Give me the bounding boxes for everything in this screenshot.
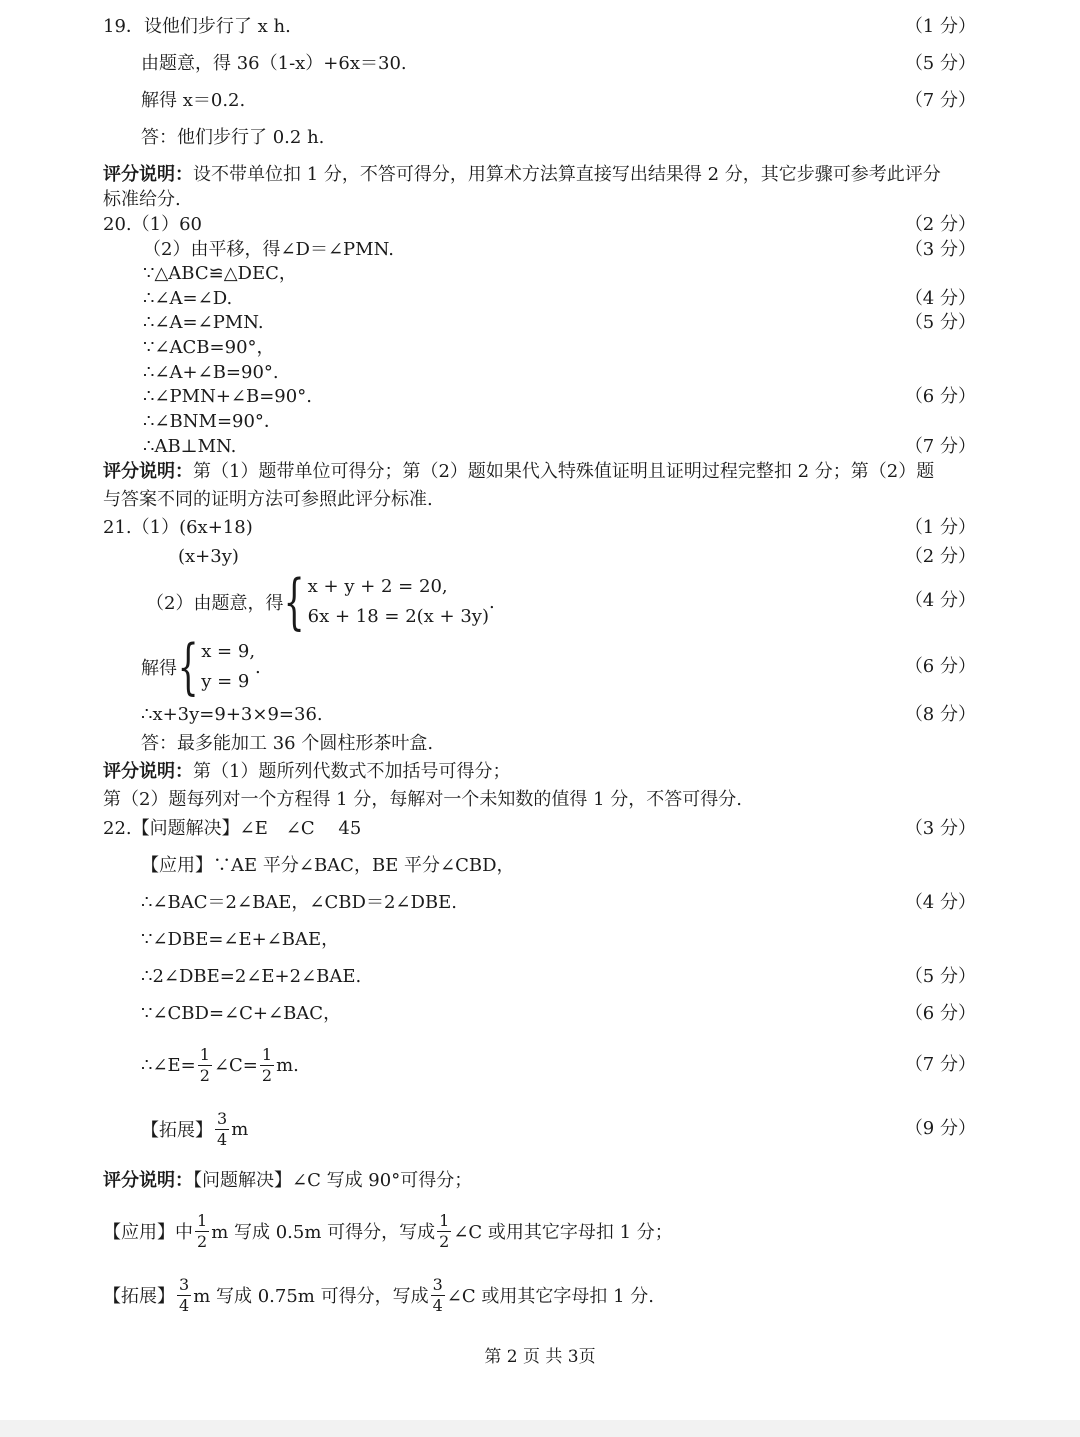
note-text: 【应用】中 (103, 1222, 193, 1243)
score: （1 分） (904, 517, 976, 538)
q21-line-1 (0, 513, 1080, 543)
q20-step: ∵∠ACB=90°， (143, 337, 275, 358)
note-text: 【问题解决】∠C 写成 90°可得分； (193, 1170, 473, 1191)
denominator: 2 (199, 1065, 210, 1085)
denominator: 4 (179, 1295, 190, 1315)
q20-step: ∴∠A=∠PMN. (143, 312, 264, 333)
denominator: 2 (197, 1231, 208, 1251)
q20-note-2 (0, 485, 1080, 515)
note-text: m 写成 0.5m 可得分，写成 (211, 1222, 436, 1243)
q19-line-1 (0, 12, 1080, 42)
q22-step: m. (276, 1054, 299, 1076)
q22-step: ∴∠E= (141, 1054, 196, 1076)
q20-note-1 (0, 457, 1080, 487)
q21-note-2 (0, 785, 1080, 815)
equation: x = 9, (201, 641, 256, 662)
left-brace: { (284, 567, 306, 637)
note-label: 评分说明： (103, 164, 193, 185)
score: （7 分） (904, 436, 976, 457)
note-text: 标准给分. (103, 189, 181, 210)
score: （2 分） (904, 546, 976, 567)
score: （8 分） (904, 704, 976, 725)
q22-step: ∵∠DBE=∠E+∠BAE， (141, 929, 340, 950)
note-label: 评分说明： (103, 761, 193, 782)
bottom-edge (0, 1420, 1080, 1437)
q21-expression: (x+3y) (178, 546, 239, 567)
note-text: ∠C 或用其它字母扣 1 分. (446, 1286, 654, 1307)
q22-line-4 (0, 925, 1080, 955)
equation: 6x + 18 = 2(x + 3y) (307, 606, 489, 627)
q20-step: ∴∠BNM=90°． (143, 411, 282, 432)
q22-part-1: 22.【问题解决】∠E ∠C 45 (103, 818, 362, 839)
equation: y = 9 (201, 671, 250, 692)
q21-line-5 (0, 700, 1080, 730)
q19-setup: 19．设他们步行了 x h. (103, 16, 291, 37)
q19-solution: 解得 x＝0.2. (141, 90, 246, 111)
fraction-one-half (437, 1210, 451, 1251)
q22-note-3 (0, 1272, 1080, 1318)
q21-step: ∴x+3y=9+3×9=36. (141, 704, 323, 725)
q22-step: ∵∠CBD=∠C+∠BAC， (141, 1003, 342, 1024)
score: （6 分） (904, 386, 976, 407)
q20-step: ∴∠A=∠D. (143, 288, 233, 309)
q21-step: （2）由题意，得 (146, 593, 284, 614)
score: （3 分） (904, 818, 976, 839)
q20-part-1: 20.（1）60 (103, 214, 202, 235)
note-text: 【拓展】 (103, 1286, 175, 1307)
q22-step: ∴2∠DBE=2∠E+2∠BAE. (141, 966, 362, 987)
q22-line-8 (0, 1106, 1080, 1152)
q22-step: m (231, 1118, 249, 1140)
score: （4 分） (904, 288, 976, 309)
numerator: 3 (217, 1108, 228, 1128)
q21-step: 解得 (141, 658, 177, 679)
q22-note-1 (0, 1166, 1080, 1196)
fraction-one-half (195, 1210, 209, 1251)
score: （4 分） (904, 892, 976, 913)
q19-line-2 (0, 49, 1080, 79)
q21-part-1: 21.（1）(6x+18) (103, 517, 253, 538)
q20-step: （2）由平移，得∠D＝∠PMN. (143, 239, 394, 260)
score: （7 分） (904, 1054, 976, 1075)
score: （9 分） (904, 1118, 976, 1139)
note-text: m 写成 0.75m 可得分，写成 (193, 1286, 429, 1307)
score: （5 分） (904, 53, 976, 74)
q21-line-2 (0, 542, 1080, 572)
q21-system-line (0, 567, 1080, 637)
note-text: 第（2）题每列对一个方程得 1 分，每解对一个未知数的值得 1 分，不答可得分. (103, 789, 742, 810)
q19-answer: 答：他们步行了 0.2 h. (141, 127, 325, 148)
note-label: 评分说明： (103, 461, 193, 482)
score: （3 分） (904, 239, 976, 260)
note-text: 第（1）题所列代数式不加括号可得分； (193, 761, 511, 782)
q20-step: ∴∠A+∠B=90°. (143, 362, 279, 383)
q22-line-6 (0, 999, 1080, 1029)
score: （5 分） (904, 312, 976, 333)
fraction-three-quarters (431, 1274, 445, 1315)
q20-step: ∴AB⊥MN. (143, 436, 237, 457)
q19-line-4 (0, 123, 1080, 153)
equation: x + y + 2 = 20, (307, 576, 448, 597)
note-text: 第（1）题带单位可得分；第（2）题如果代入特殊值证明且证明过程完整扣 2 分；第（2）题 (193, 461, 935, 482)
denominator: 2 (439, 1231, 450, 1251)
denominator: 4 (217, 1129, 228, 1149)
q22-note-2 (0, 1208, 1080, 1254)
q21-note-1 (0, 757, 1080, 787)
numerator: 1 (439, 1210, 450, 1230)
numerator: 3 (432, 1274, 443, 1294)
q22-line-7 (0, 1042, 1080, 1088)
numerator: 3 (179, 1274, 190, 1294)
score: （6 分） (904, 1003, 976, 1024)
q22-line-5 (0, 962, 1080, 992)
denominator: 4 (432, 1295, 443, 1315)
numerator: 1 (199, 1044, 210, 1064)
period: . (489, 591, 495, 613)
q21-solution-line (0, 632, 1080, 702)
fraction-three-quarters (177, 1274, 191, 1315)
q19-equation: 由题意，得 36（1-x）+6x＝30. (141, 53, 407, 74)
fraction-three-quarters (215, 1108, 229, 1149)
numerator: 1 (197, 1210, 208, 1230)
note-text: 与答案不同的证明方法可参照此评分标准. (103, 489, 433, 510)
note-label: 评分说明： (103, 1170, 193, 1191)
note-text: 设不带单位扣 1 分，不答可得分，用算术方法算直接写出结果得 2 分，其它步骤可参考此评分 (193, 164, 941, 185)
left-brace: { (177, 632, 199, 702)
fraction-one-half (260, 1044, 274, 1085)
score: （2 分） (904, 214, 976, 235)
q22-step: ∴∠BAC＝2∠BAE，∠CBD＝2∠DBE. (141, 892, 458, 913)
q22-extension-label: 【拓展】 (141, 1120, 213, 1141)
solution-system (201, 637, 255, 697)
q19-line-3 (0, 86, 1080, 116)
q22-line-3 (0, 888, 1080, 918)
score: （6 分） (904, 656, 976, 677)
q20-step: ∴∠PMN+∠B=90°. (143, 386, 312, 407)
score: （5 分） (904, 966, 976, 987)
score: （1 分） (904, 16, 976, 37)
q22-step: 【应用】∵AE 平分∠BAC，BE 平分∠CBD， (141, 855, 515, 876)
q22-line-1 (0, 814, 1080, 844)
equation-system (308, 572, 489, 632)
q22-line-2 (0, 851, 1080, 881)
score: （4 分） (904, 590, 976, 611)
denominator: 2 (261, 1065, 273, 1085)
q22-step: ∠C= (213, 1054, 258, 1076)
q20-step: ∵△ABC≌△DEC， (143, 263, 297, 284)
q21-answer: 答：最多能加工 36 个圆柱形茶叶盒. (141, 733, 434, 754)
score: （7 分） (904, 90, 976, 111)
note-text: ∠C 或用其它字母扣 1 分； (453, 1222, 673, 1243)
q21-line-6 (0, 729, 1080, 759)
fraction-one-half (198, 1044, 212, 1085)
page-number: 第 2 页 共 3页 (484, 1347, 596, 1367)
numerator: 1 (261, 1044, 273, 1064)
period: . (255, 656, 261, 678)
